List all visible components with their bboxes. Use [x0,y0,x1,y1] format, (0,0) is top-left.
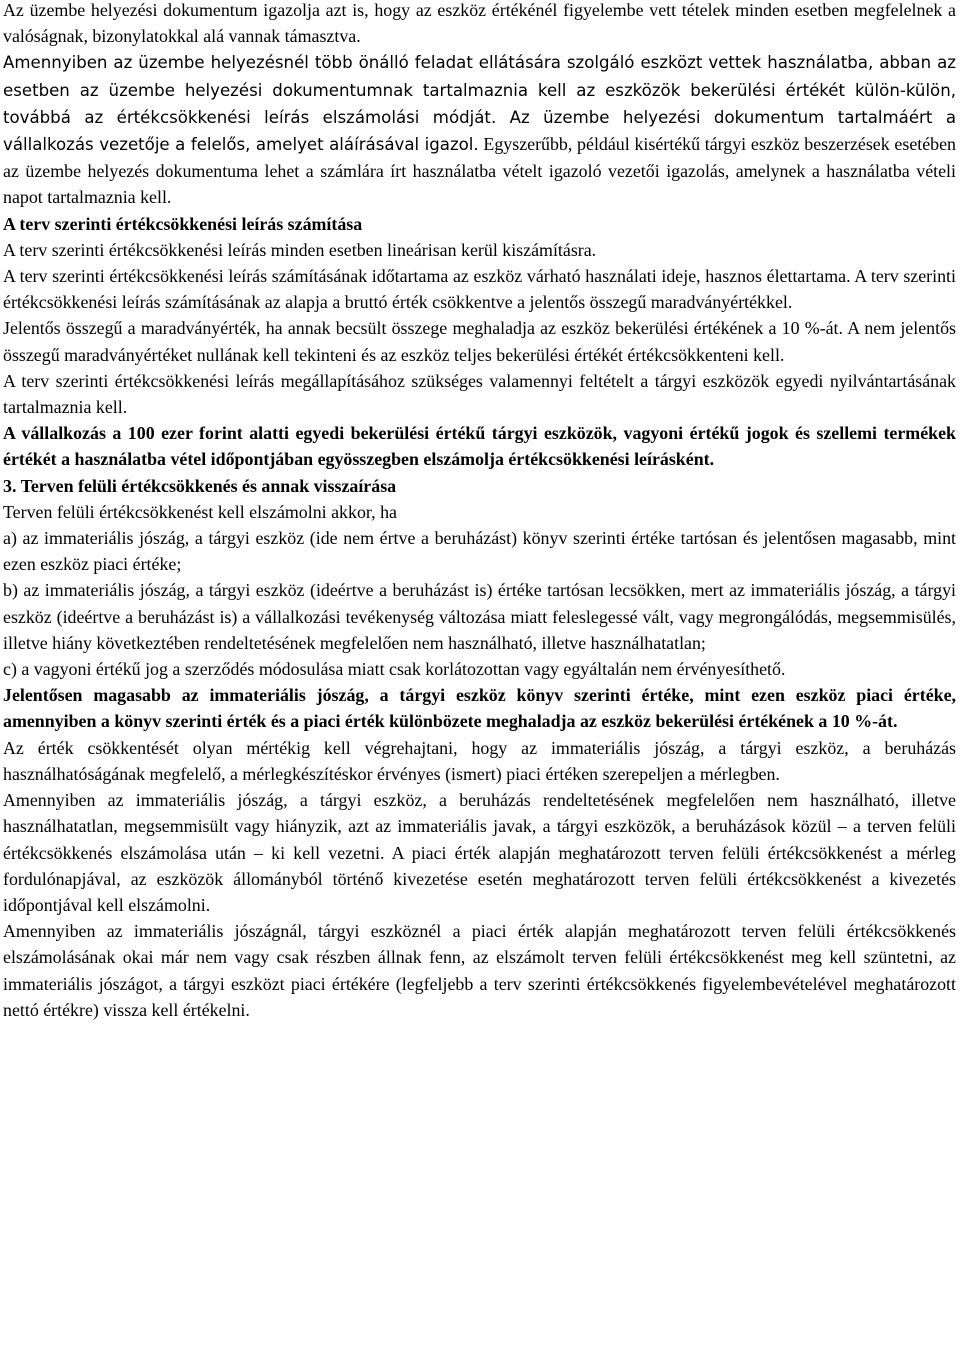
section-heading-extraordinary-depreciation: 3. Terven felüli értékcsökkenés és annak visszaírása [3,475,397,496]
paragraph-asset-register [3,368,956,420]
paragraph-text: b) az immateriális jószág, a tárgyi eszköz (ideértve a beruházást is) értéke tartósan lecsökken, mert az immateriális jószág, a tárgyi eszköz (ideértve a beruházást is) a vállalkozási tevékenység változása miatt feleslegessé vált, vagy megrongálódás, megsemmisülés, illetve hiány következtében rendeltetésének megfelelően nem használható, illetve használhatatlan; [3,580,956,653]
paragraph-text: c) a vagyoni értékű jog a szerződés módosulása miatt csak korlátozottan vagy egyáltalán nem érvényesíthető. [3,659,786,680]
section-heading-depreciation-calculation: A terv szerinti értékcsökkenési leírás számítása [3,213,363,234]
paragraph-text-sans: Amennyiben az üzembe helyezésnél több önálló feladat ellátására szolgáló eszközt vettek használatba, abban az esetben az üzembe helyezési dokumentumnak tartalmaznia kell az eszközök bekerülési értékét külön-külön, továbbá az értékcsökkenési leírás elszámolási módját. Az üzembe helyezési dokumentum tartalmáért a vállalkozás vezetője a felelős, amelyet aláírásával igazol. [3,53,956,155]
paragraph-text: A terv szerinti értékcsökkenési leírás megállapításához szükséges valamennyi feltételt a tárgyi eszközök egyedi nyilvántartásának tartalmaznia kell. [3,370,956,418]
paragraph-text: a) az immateriális jószág, a tárgyi eszköz (ide nem értve a beruházást) könyv szerinti értéke tartósan és jelentősen magasabb, mint ezen eszköz piaci értéke; [3,528,956,575]
paragraph-text: A vállalkozás a 100 ezer forint alatti egyedi bekerülési értékű tárgyi eszközök, vagyoni értékű jogok és szellemi termékek értékét a használatba vétel időpontjában egyösszegben elszámolja értékcsökkenési leírásként. [3,423,956,470]
paragraph-documentation-proof [3,0,956,49]
list-item-b [3,577,956,656]
paragraph-value-reduction [3,735,956,787]
paragraph-text: A terv szerinti értékcsökkenési leírás számításának időtartama az eszköz várható használati ideje, hasznos élettartama. A terv szerinti értékcsökkenési leírás számításának az alapja a bruttó érték csökkentve a jelentős összegű maradványértékkel. [3,266,956,313]
list-item-a [3,525,956,577]
paragraph-residual-value [3,315,956,367]
paragraph-multiple-assets [3,49,956,210]
paragraph-text: Jelentősen magasabb az immateriális jószág, a tárgyi eszköz könyv szerinti értéke, mint ezen eszköz piaci értéke, amennyiben a könyv szerinti érték és a piaci érték különbözete meghaladja az eszköz bekerülési értékének a 10 %-át. [3,685,956,732]
paragraph-linear-depreciation [3,237,956,263]
paragraph-text: Az érték csökkentését olyan mértékig kell végrehajtani, hogy az immateriális jószág, a tárgyi eszköz, a beruházás használhatóságának megfelelő, a mérlegkészítéskor érvényes (ismert) piaci értéken szerepeljen a mérlegben. [3,737,956,784]
paragraph-text: Jelentős összegű a maradványérték, ha annak becsült összege meghaladja az eszköz bekerülési értékének a 10 %-át. A nem jelentős összegű maradványértéket nullának kell tekinteni és az eszköz teljes bekerülési értékét értékcsökkenteni kell. [3,318,956,365]
paragraph-conditions-intro [3,499,956,525]
paragraph-bold-significantly-higher [3,682,956,734]
paragraph-text: Amennyiben az immateriális jószág, a tárgyi eszköz, a beruházás rendeltetésének megfelelően nem használható, illetve használhatatlan, megsemmisült vagy hiányzik, azt az immateriális javak, a tárgyi eszközök, a beruházások közül – a terven felüli értékcsökkenés elszámolása után – ki kell vezetni. A piaci érték alapján meghatározott terven felüli értékcsökkenést a mérleg fordulónapjával, az eszközök állományból történő kivezetése esetén meghatározott terven felüli értékcsökkenést a kivezetés időpontjával kell elszámolni. [3,790,956,915]
paragraph-derecognition [3,787,956,918]
paragraph-reversal [3,918,956,1023]
paragraph-depreciation-period [3,263,956,315]
paragraph-text: Amennyiben az immateriális jószágnál, tárgyi eszköznél a piaci érték alapján meghatározott terven felüli értékcsökkenés elszámolásának okai már nem vagy csak részben állnak fenn, az elszámolt terven felüli értékcsökkenést meg kell szüntetni, az immateriális jószágot, a tárgyi eszközt piaci értékére (legfeljebb a terv szerinti értékcsökkenés figyelembevételével meghatározott nettó értékre) vissza kell értékelni. [3,921,956,1020]
paragraph-text: A terv szerinti értékcsökkenési leírás minden esetben lineárisan kerül kiszámításra. [3,239,597,260]
paragraph-bold-100k-rule [3,420,956,472]
paragraph-text: Az üzembe helyezési dokumentum igazolja azt is, hogy az eszköz értékénél figyelembe vett tételek minden esetben megfelelnek a valóságnak, bizonylatokkal alá vannak támasztva. [3,0,956,47]
paragraph-text: Terven felüli értékcsökkenést kell elszámolni akkor, ha [3,501,397,522]
list-item-c [3,656,956,682]
paragraph-text: Egyszerűbb, például kisértékű tárgyi eszköz beszerzések esetében az üzembe helyezés dokumentuma lehet a számlára írt használatba vételt igazoló vezetői igazolás, amelynek a használatba vételi napot tartalmaznia kell. [3,134,956,208]
